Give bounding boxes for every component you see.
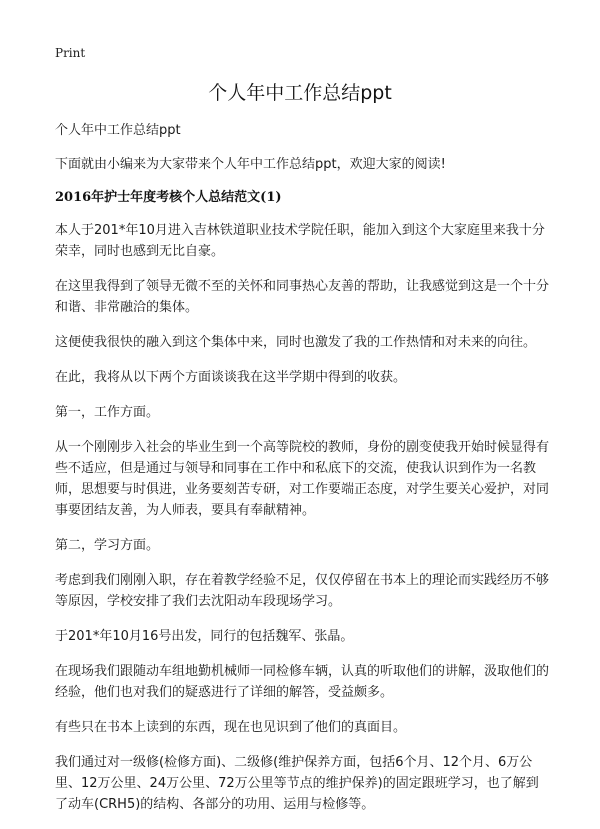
paragraph: 本人于201*年10月进入吉林铁道职业技术学院任职，能加入到这个大家庭里来我十分荣幸，同时也感到无比自豪。 [55, 223, 545, 259]
print-link[interactable]: Print [55, 46, 86, 60]
paragraph: 这便使我很快的融入到这个集体中来，同时也激发了我的工作热情和对未来的向往。 [55, 335, 537, 350]
paragraph: 第一，工作方面。 [55, 405, 160, 420]
paragraph: 第二，学习方面。 [55, 538, 160, 553]
page-title: 个人年中工作总结ppt [208, 82, 392, 104]
section-heading: 2016年护士年度考核个人总结范文(1) [55, 190, 282, 205]
paragraph: 考虑到我们刚刚入职，存在着教学经验不足，仅仅停留在书本上的理论而实践经历不够等原因，学校安排了我们去沈阳动车段现场学习。 [55, 573, 550, 609]
intro-text: 下面就由小编来为大家带来个人年中工作总结ppt，欢迎大家的阅读! [55, 157, 446, 172]
subtitle: 个人年中工作总结ppt [55, 123, 181, 138]
paragraph: 在此，我将从以下两个方面谈谈我在这半学期中得到的收获。 [55, 370, 407, 385]
paragraph: 在这里我得到了领导无微不至的关怀和同事热心友善的帮助，让我感觉到这是一个十分和谐、非常融洽的集体。 [55, 279, 550, 315]
document-body [55, 120, 550, 829]
paragraph: 在现场我们跟随动车组地勤机械师一同检修车辆，认真的听取他们的讲解，汲取他们的经验，他们也对我们的疑惑进行了详细的解答，受益颇多。 [55, 664, 550, 700]
paragraph: 从一个刚刚步入社会的毕业生到一个高等院校的教师，身份的剧变使我开始时候显得有些不适应，但是通过与领导和同事在工作中和私底下的交流，使我认识到作为一名教师，思想要与时俱进，业务要刻苦专研，对工作要端正态度，对学生要关心爱护，对同事要团结友善，为人师表，要具有奉献精神。 [55, 440, 550, 518]
paragraph: 有些只在书本上读到的东西，现在也见识到了他们的真面目。 [55, 720, 407, 735]
paragraph: 我们通过对一级修(检修方面)、二级修(维护保养方面，包括6个月、12个月、6万公里、12万公里、24万公里、72万公里等节点的维护保养)的固定跟班学习，也了解到了动车(CRH5)的结构、各部分的功用、运用与检修等。 [55, 755, 539, 812]
paragraph: 于201*年10月16号出发，同行的包括魏军、张晶。 [55, 629, 354, 644]
